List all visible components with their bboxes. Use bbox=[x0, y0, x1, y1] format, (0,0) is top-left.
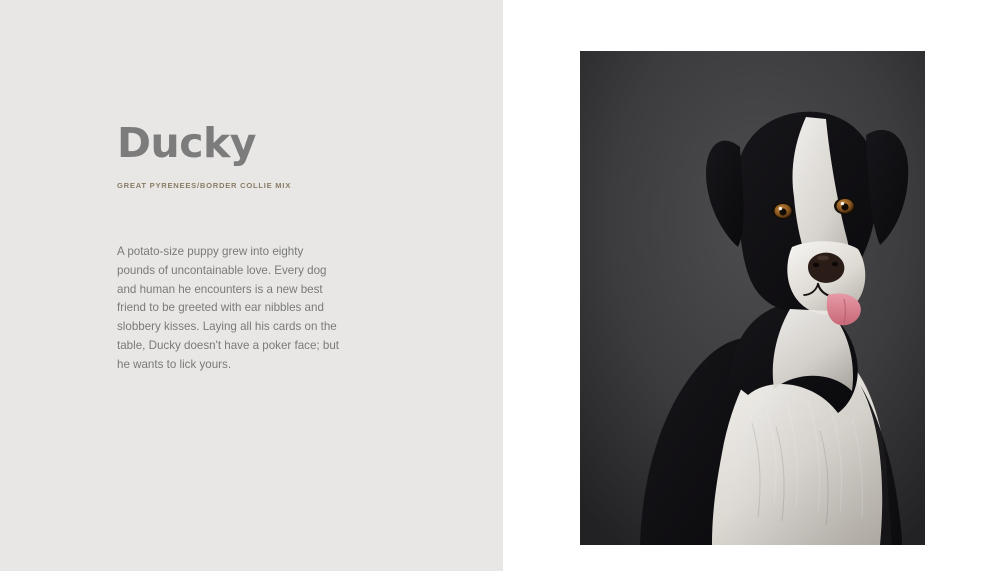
breed-subtitle: GREAT PYRENEES/BORDER COLLIE MIX bbox=[117, 181, 292, 190]
dog-photo bbox=[580, 51, 925, 545]
description-paragraph: A potato-size puppy grew into eighty pounds of uncontainable love. Every dog and human he encounters is a new best friend to be greeted with ear nibbles and slobbery kisses. Laying all his cards on the table, Ducky doesn't have a poker face; but he wants to lick yours. bbox=[117, 245, 339, 371]
dog-portrait-illustration bbox=[580, 51, 925, 545]
dog-profile-text bbox=[117, 119, 357, 374]
right-page bbox=[503, 0, 1000, 571]
page-title: Ducky bbox=[117, 119, 257, 167]
